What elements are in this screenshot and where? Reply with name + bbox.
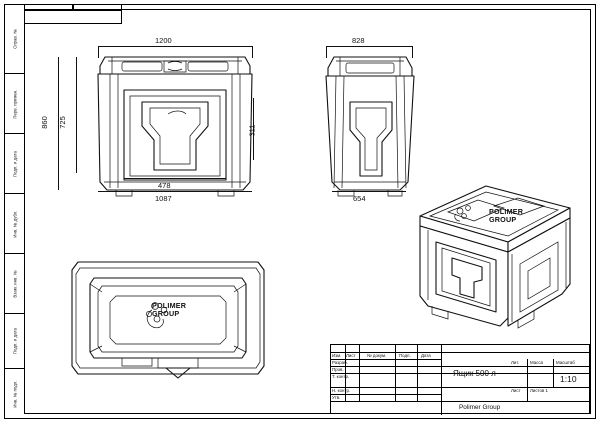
tb-h5 [331, 387, 591, 388]
front-dim-1200: 1200 [155, 36, 172, 45]
tb-row-1: Пров. [332, 367, 344, 372]
tb-v3 [395, 345, 396, 401]
front-dim-1087: 1087 [155, 194, 172, 203]
tb-v4 [417, 345, 418, 401]
isometric-view [408, 178, 583, 333]
front-dim-725: 725 [57, 116, 67, 129]
tb-v5 [441, 345, 442, 415]
tb-col-3: Подп. [399, 353, 411, 358]
side-dim-654: 654 [353, 194, 366, 203]
tb-row-2: Т. контр. [332, 374, 350, 379]
margin-cell-0 [4, 4, 25, 74]
side-ext-828-right [412, 46, 413, 58]
iso-view-brand-line1: POLIMER [489, 207, 524, 216]
side-dim-line-828 [326, 46, 412, 47]
tb-lit-label: Лит. [511, 360, 520, 365]
margin-cell-4 [4, 254, 25, 314]
tb-h6 [331, 394, 441, 395]
margin-label-0: Справ. № [12, 28, 17, 49]
side-ext-828-left [326, 46, 327, 58]
front-dim-line-1087 [98, 191, 252, 192]
iso-view-brand-line2: GROUP [489, 214, 517, 224]
side-dim-828: 828 [352, 36, 365, 45]
left-margin-column [4, 4, 25, 419]
front-dim-860: 860 [39, 116, 49, 129]
title-block [330, 344, 590, 414]
margin-cell-2 [4, 134, 25, 194]
margin-cell-3 [4, 194, 25, 254]
front-dim-311: 311 [247, 124, 257, 137]
tb-row-3: Н. контр. [332, 388, 351, 393]
tb-h8 [441, 366, 591, 367]
front-ext-1200-left [98, 46, 99, 58]
side-dim-line-654 [332, 191, 406, 192]
tb-col-2: № докум. [367, 353, 387, 358]
tb-h3 [331, 366, 441, 367]
tb-sheet-label: Лист [511, 388, 521, 393]
margin-label-6: Инв. № подл. [12, 380, 17, 408]
tb-col-1: Лист [346, 353, 356, 358]
tb-scale-value: 1:10 [560, 374, 577, 384]
tb-col-4: Дата [421, 353, 431, 358]
tb-row-0: Разраб. [332, 360, 348, 365]
front-dim-478: 478 [158, 181, 171, 190]
front-dim-line-478 [124, 178, 226, 179]
front-dim-line-725 [76, 57, 77, 173]
top-view-brand-line1: POLIMER [152, 301, 187, 310]
margin-cell-5 [4, 314, 25, 369]
margin-cell-6 [4, 369, 25, 419]
margin-label-1: Перв. примен. [12, 88, 17, 119]
tb-sheets-label: Листов 1 [530, 388, 548, 393]
front-ext-1200-right [252, 46, 253, 58]
tb-h7 [331, 401, 591, 402]
tb-col-0: Изм. [332, 353, 342, 358]
top-view-brand [152, 302, 186, 317]
tb-scale-label: Масштаб [556, 360, 575, 365]
margin-cell-1 [4, 74, 25, 134]
tb-v8 [527, 387, 528, 401]
tb-part-name: Ящик 500 л [453, 369, 496, 378]
margin-label-3: Инв. № дубл. [12, 209, 17, 238]
tb-row-4: Утв. [332, 395, 341, 400]
front-dim-line-1200 [98, 46, 252, 47]
side-view [300, 30, 450, 200]
margin-label-5: Подп. и дата [12, 328, 17, 354]
top-tab-3 [24, 10, 122, 24]
tb-mass-label: Масса [530, 360, 543, 365]
tb-v2 [359, 345, 360, 401]
top-view [60, 240, 290, 400]
tb-v6 [527, 359, 528, 387]
margin-label-4: Взам. инв. № [12, 269, 17, 298]
front-view [57, 30, 290, 210]
iso-view-brand [489, 208, 523, 223]
tb-company: Polimer Group [459, 404, 501, 411]
tb-v7 [553, 359, 554, 387]
margin-label-2: Подп. и дата [12, 150, 17, 177]
top-view-brand-line2: GROUP [152, 308, 180, 318]
